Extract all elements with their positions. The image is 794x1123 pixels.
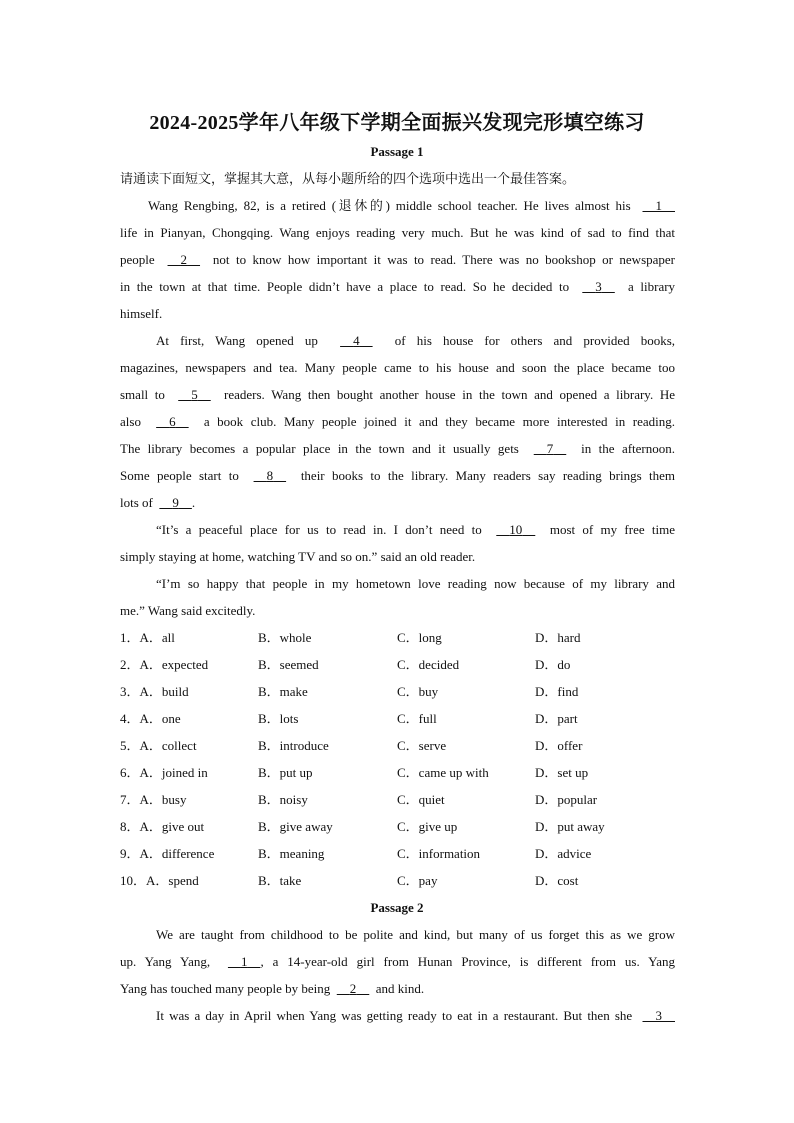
question-row <box>120 764 680 782</box>
option-text: A．spend <box>146 873 199 888</box>
blank-label: 1 <box>240 954 248 969</box>
blank-number <box>643 1007 676 1025</box>
blank-label: 1 <box>655 198 662 213</box>
question-row <box>120 818 680 836</box>
line-text: Wang Rengbing, 82, is a retired (退休的) middle school teacher. He lives almost his <box>148 198 631 213</box>
question-row <box>120 710 680 728</box>
option-c: C．decided <box>397 657 460 672</box>
line-text: most of my free time <box>549 522 675 537</box>
blank-number <box>534 440 567 458</box>
blank-number <box>340 332 373 350</box>
line-text: lots of <box>120 495 153 510</box>
line-text: Some people start to <box>120 468 239 483</box>
line-text: We are taught from childhood to be polite and kind, but many of us forget this as we grow <box>156 927 675 942</box>
passage-line <box>120 305 675 323</box>
question-number: 2． <box>120 657 140 672</box>
passage-line <box>120 953 675 971</box>
option-a <box>120 872 199 890</box>
line-text: The library becomes a popular place in the town and it usually gets <box>120 441 519 456</box>
blank-number <box>254 467 287 485</box>
line-text: “It’s a peaceful place for us to read in. I don’t need to <box>156 522 482 537</box>
passage-line <box>148 197 675 215</box>
option-d: D．hard <box>535 630 581 645</box>
option-text: A．all <box>139 630 175 645</box>
blank-number <box>337 980 370 998</box>
blank-label: 2 <box>349 981 357 996</box>
option-text: A．give out <box>139 819 205 834</box>
passage-line <box>120 413 675 431</box>
question-row <box>120 872 680 890</box>
option-b: B．make <box>258 684 308 699</box>
option-c: C．give up <box>397 819 458 834</box>
question-number: 5． <box>120 738 140 753</box>
instruction: 请通读下面短文，掌握其大意，从每小题所给的四个选项中选出一个最佳答案。 <box>120 171 576 186</box>
blank-number <box>159 494 192 512</box>
line-text: people <box>120 252 155 267</box>
question-number: 6． <box>120 765 140 780</box>
option-d: D．cost <box>535 873 579 888</box>
blank-label: 3 <box>595 279 602 294</box>
line-text: At first, Wang opened up <box>156 333 318 348</box>
option-d: D．do <box>535 657 571 672</box>
option-b: B．give away <box>258 819 333 834</box>
option-c: C．came up with <box>397 765 489 780</box>
option-b: B．seemed <box>258 657 319 672</box>
option-text: A．busy <box>139 792 187 807</box>
option-d: D．put away <box>535 819 605 834</box>
line-text: not to know how important it was to read. There was no bookshop or newspaper <box>212 252 675 267</box>
blank-label: 9 <box>172 495 179 510</box>
blank-number <box>156 413 189 431</box>
option-b: B．whole <box>258 630 312 645</box>
passage-1-heading: Passage 1 <box>370 144 424 159</box>
line-text: small to <box>120 387 165 402</box>
passage-2-heading: Passage 2 <box>370 900 424 915</box>
line-text: It was a day in April when Yang was getting ready to eat in a restaurant. But then she <box>156 1008 633 1023</box>
option-text: A．build <box>139 684 189 699</box>
option-a <box>120 818 204 836</box>
option-text: A．one <box>139 711 181 726</box>
passage-line <box>120 980 675 998</box>
line-text: simply staying at home, watching TV and so on.” said an old reader. <box>120 549 476 564</box>
passage-line <box>156 1007 675 1025</box>
option-c: C．quiet <box>397 792 445 807</box>
option-c: C．long <box>397 630 442 645</box>
passage-line <box>156 332 675 350</box>
line-text: , a 14-year-old girl from Hunan Province, is different from us. Yang <box>260 954 676 969</box>
line-text: also <box>120 414 141 429</box>
option-d: D．set up <box>535 765 589 780</box>
question-row <box>120 791 680 809</box>
passage-line <box>120 224 675 242</box>
passage-line <box>120 548 675 566</box>
line-text: “I’m so happy that people in my hometown love reading now because of my library and <box>156 576 675 591</box>
line-text: a book club. Many people joined it and they became more interested in reading. <box>203 414 676 429</box>
option-a <box>120 737 197 755</box>
question-number: 8． <box>120 819 140 834</box>
passage-line <box>120 359 675 377</box>
option-d: D．part <box>535 711 578 726</box>
question-number: 9． <box>120 846 140 861</box>
blank-label: 6 <box>169 414 176 429</box>
blank-label: 8 <box>266 468 274 483</box>
line-text: a library <box>628 279 676 294</box>
question-row <box>120 845 680 863</box>
blank-label: 2 <box>180 252 188 267</box>
blank-number <box>643 197 676 215</box>
option-b: B．take <box>258 873 302 888</box>
line-text: magazines, newspapers and tea. Many people came to his house and soon the place became too <box>120 360 675 375</box>
option-b: B．noisy <box>258 792 308 807</box>
line-text: me.” Wang said excitedly. <box>120 603 256 618</box>
option-b: B．meaning <box>258 846 325 861</box>
option-a <box>120 710 181 728</box>
question-row <box>120 629 680 647</box>
option-b: B．put up <box>258 765 313 780</box>
question-number: 3． <box>120 684 140 699</box>
line-text: in the town at that time. People didn’t have a place to read. So he decided to <box>120 279 570 294</box>
option-d: D．popular <box>535 792 598 807</box>
passage-line <box>120 494 675 512</box>
line-text: . <box>191 495 196 510</box>
line-text: and kind. <box>375 981 425 996</box>
passage-line <box>120 251 675 269</box>
document-title: 2024-2025学年八年级下学期全面振兴发现完形填空练习 <box>149 112 645 134</box>
line-text: Yang has touched many people by being <box>120 981 331 996</box>
question-row <box>120 683 680 701</box>
option-a <box>120 791 186 809</box>
option-d: D．find <box>535 684 579 699</box>
option-a <box>120 845 214 863</box>
passage-line <box>120 440 675 458</box>
line-text: readers. Wang then bought another house in the town and opened a library. He <box>224 387 676 402</box>
passage-line <box>120 602 675 620</box>
passage-line <box>120 386 675 404</box>
blank-label: 5 <box>191 387 198 402</box>
question-number: 7． <box>120 792 140 807</box>
blank-number <box>168 251 201 269</box>
question-row <box>120 737 680 755</box>
line-text: up. Yang Yang, <box>120 954 211 969</box>
blank-label: 7 <box>546 441 554 456</box>
blank-number <box>582 278 615 296</box>
question-number: 10． <box>120 873 147 888</box>
blank-number <box>496 521 535 539</box>
option-c: C．information <box>397 846 481 861</box>
passage-line <box>120 278 675 296</box>
passage-line <box>156 926 675 944</box>
question-number: 1． <box>120 630 140 645</box>
line-text: life in Pianyan, Chongqing. Wang enjoys reading very much. But he was kind of sad to find that <box>120 225 675 240</box>
passage-line <box>156 575 675 593</box>
option-a <box>120 656 208 674</box>
option-c: C．serve <box>397 738 447 753</box>
option-text: A．joined in <box>139 765 208 780</box>
option-text: A．collect <box>139 738 197 753</box>
line-text: their books to the library. Many readers say reading brings them <box>300 468 676 483</box>
option-c: C．pay <box>397 873 438 888</box>
option-a <box>120 764 208 782</box>
option-a <box>120 629 175 647</box>
blank-number <box>228 953 261 971</box>
passage-line <box>156 521 675 539</box>
line-text: of his house for others and provided books, <box>394 333 676 348</box>
option-d: D．advice <box>535 846 592 861</box>
passage-line <box>120 467 675 485</box>
option-c: C．full <box>397 711 437 726</box>
option-d: D．offer <box>535 738 583 753</box>
question-row <box>120 656 680 674</box>
line-text: himself. <box>120 306 163 321</box>
blank-label: 4 <box>353 333 360 348</box>
option-text: A．difference <box>139 846 215 861</box>
option-a <box>120 683 189 701</box>
line-text: in the afternoon. <box>581 441 676 456</box>
blank-label: 10 <box>509 522 523 537</box>
blank-label: 3 <box>655 1008 662 1023</box>
option-c: C．buy <box>397 684 439 699</box>
option-text: A．expected <box>139 657 209 672</box>
option-b: B．lots <box>258 711 299 726</box>
option-b: B．introduce <box>258 738 329 753</box>
blank-number <box>178 386 211 404</box>
question-number: 4． <box>120 711 140 726</box>
